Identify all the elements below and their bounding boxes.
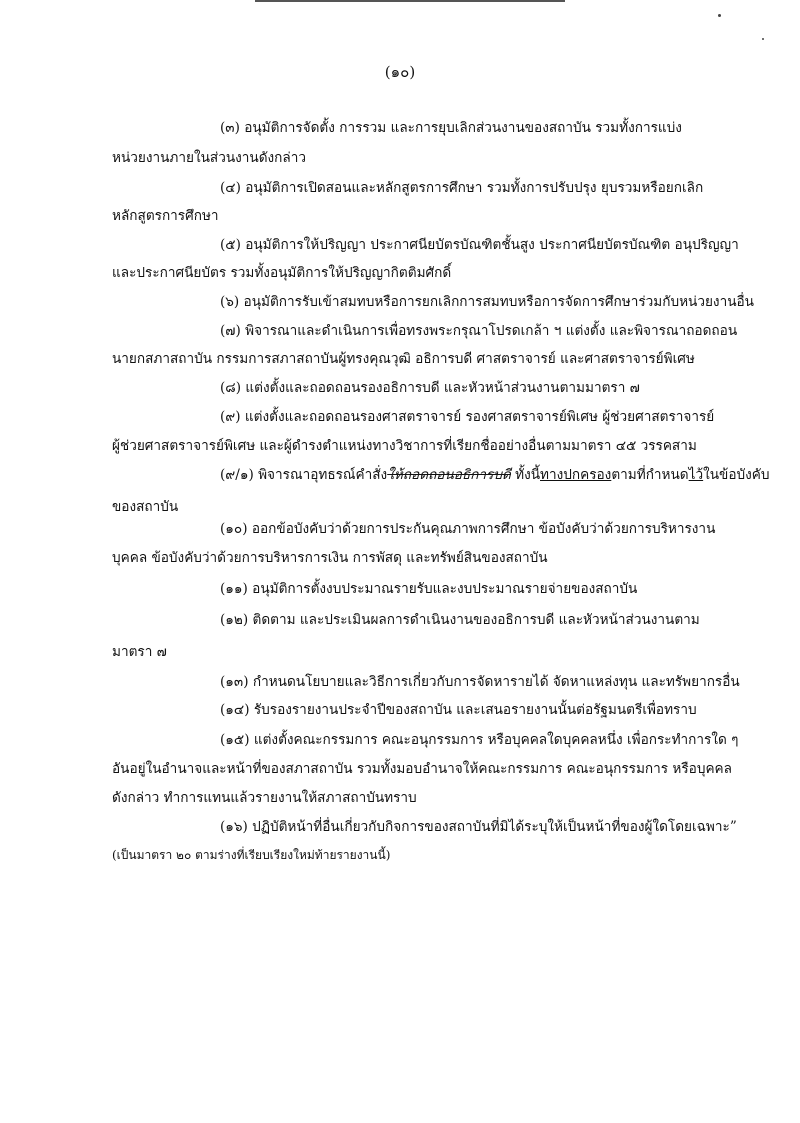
item-9-1-line-2: ของสถาบัน (112, 499, 179, 515)
struck-text: ให้ถอดถอนอธิการบดี (387, 467, 511, 483)
item-6-line: (๖) อนุมัติการรับเข้าสมทบหรือการยกเลิกการสมทบหรือการจัดการศึกษาร่วมกับหน่วยงานอื่น (220, 294, 754, 310)
item-15-line-3: ดังกล่าว ทำการแทนแล้วรายงานให้สภาสถาบันทราบ (112, 790, 417, 806)
item-5-line-2: และประกาศนียบัตร รวมทั้งอนุมัติการให้ปริญญากิตติมศักดิ์ (112, 265, 452, 281)
item-9-1-text: ในข้อบังคับ (703, 467, 770, 483)
item-9-1-text: (๙/๑) พิจารณาอุทธรณ์คำสั่ง (220, 467, 388, 483)
item-11-line: (๑๑) อนุมัติการตั้งงบประมาณรายรับและงบประมาณรายจ่ายของสถาบัน (220, 581, 638, 597)
underlined-insertion: ไว้ (688, 467, 704, 483)
item-3-line-1: (๓) อนุมัติการจัดตั้ง การรวม และการยุบเลิกส่วนงานของสถาบัน รวมทั้งการแบ่ง (220, 120, 682, 136)
scan-speck (762, 38, 764, 40)
item-12-line-1: (๑๒) ติดตาม และประเมินผลการดำเนินงานของอธิการบดี และหัวหน้าส่วนงานตาม (220, 612, 700, 628)
item-8-line: (๘) แต่งตั้งและถอดถอนรองอธิการบดี และหัวหน้าส่วนงานตามมาตรา ๗ (220, 380, 640, 396)
item-7-line-1: (๗) พิจารณาและดำเนินการเพื่อทรงพระกรุณาโปรดเกล้า ฯ แต่งตั้ง และพิจารณาถอดถอน (220, 323, 738, 339)
item-14-line: (๑๔) รับรองรายงานประจำปีของสถาบัน และเสนอรายงานนั้นต่อรัฐมนตรีเพื่อทราบ (220, 702, 697, 718)
item-16-line: (๑๖) ปฏิบัติหน้าที่อื่นเกี่ยวกับกิจการของสถาบันที่มิได้ระบุให้เป็นหน้าที่ของผู้ใดโดยเฉพาะ” (220, 819, 737, 835)
item-15-line-2: อันอยู่ในอำนาจและหน้าที่ของสภาสถาบัน รวมทั้งมอบอำนาจให้คณะกรรมการ คณะอนุกรรมการ หรือบุคคล (112, 761, 732, 777)
item-4-line-2: หลักสูตรการศึกษา (112, 208, 219, 224)
page-number: (๑๐) (384, 63, 416, 81)
item-15-line-1: (๑๕) แต่งตั้งคณะกรรมการ คณะอนุกรรมการ หรือบุคคลใดบุคคลหนึ่ง เพื่อกระทำการใด ๆ (220, 732, 739, 748)
underlined-insertion: ทางปกครอง (540, 467, 612, 483)
item-9-line-2: ผู้ช่วยศาสตราจารย์พิเศษ และผู้ดำรงตำแหน่งทางวิชาการที่เรียกชื่ออย่างอื่นตามมาตรา ๔๕ วรรคสาม (112, 438, 697, 454)
item-4-line-1: (๔) อนุมัติการเปิดสอนและหลักสูตรการศึกษา รวมทั้งการปรับปรุง ยุบรวมหรือยกเลิก (220, 180, 704, 196)
item-3-line-2: หน่วยงานภายในส่วนงานดังกล่าว (112, 150, 306, 166)
item-13-line: (๑๓) กำหนดนโยบายและวิธีการเกี่ยวกับการจัดหารายได้ จัดหาแหล่งทุน และทรัพยากรอื่น (220, 674, 740, 690)
item-10-line-2: บุคคล ข้อบังคับว่าด้วยการบริหารการเงิน การพัสดุ และทรัพย์สินของสถาบัน (112, 550, 548, 566)
item-10-line-1: (๑๐) ออกข้อบังคับว่าด้วยการประกันคุณภาพการศึกษา ข้อบังคับว่าด้วยการบริหารงาน (220, 521, 716, 537)
item-9-1-text: ทั้งนี้ (510, 467, 541, 483)
item-7-line-2: นายกสภาสถาบัน กรรมการสภาสถาบันผู้ทรงคุณวุฒิ อธิการบดี ศาสตราจารย์ และศาสตราจารย์พิเศษ (112, 351, 695, 367)
scan-speck (718, 14, 721, 17)
scan-top-rule (255, 0, 565, 2)
footnote: (เป็นมาตรา ๒๐ ตามร่างที่เรียบเรียงใหม่ท้ายรายงานนี้) (112, 848, 391, 862)
item-12-line-2: มาตรา ๗ (112, 644, 167, 660)
item-9-1-text: ตามที่กำหนด (611, 467, 689, 483)
item-9-line-1: (๙) แต่งตั้งและถอดถอนรองศาสตราจารย์ รองศาสตราจารย์พิเศษ ผู้ช่วยศาสตราจารย์ (220, 409, 715, 425)
item-9-1-line-1 (220, 466, 770, 484)
item-5-line-1: (๕) อนุมัติการให้ปริญญา ประกาศนียบัตรบัณฑิตชั้นสูง ประกาศนียบัตรบัณฑิต อนุปริญญา (220, 237, 739, 253)
